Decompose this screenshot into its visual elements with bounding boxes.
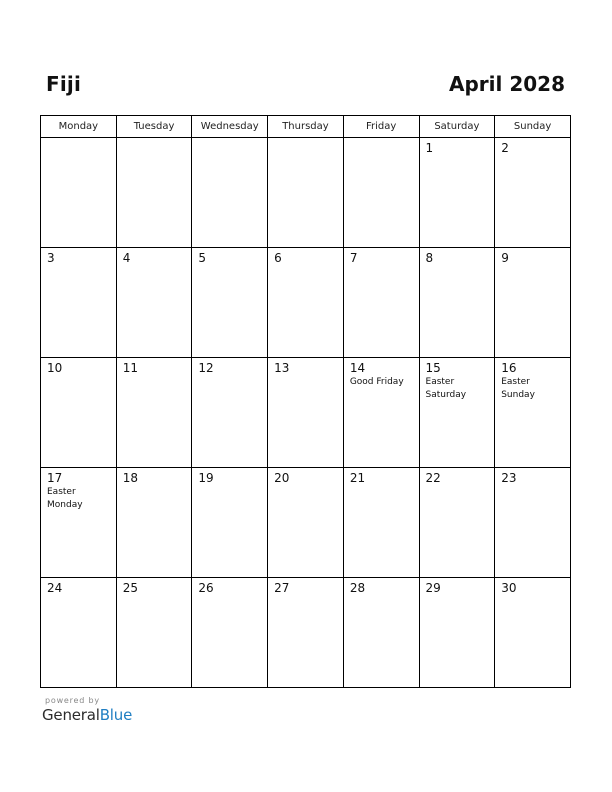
day-number: 7 xyxy=(349,251,358,265)
week-row xyxy=(41,248,571,358)
day-number: 9 xyxy=(501,251,509,265)
day-cell xyxy=(116,468,192,578)
day-number: 24 xyxy=(47,581,63,595)
day-cell xyxy=(343,138,419,248)
week-row xyxy=(41,138,571,248)
day-number: 29 xyxy=(425,581,441,595)
day-number: 14 xyxy=(349,361,366,375)
holiday-label: Good Friday xyxy=(349,377,404,387)
week-row xyxy=(41,358,571,468)
day-cell xyxy=(41,358,117,468)
brand-blue-text: Blue xyxy=(99,706,133,724)
day-number: 18 xyxy=(122,471,138,485)
day-number: 4 xyxy=(122,251,131,265)
day-number: 23 xyxy=(501,471,517,485)
day-number: 17 xyxy=(47,471,63,485)
day-cell xyxy=(343,248,419,358)
day-number: 2 xyxy=(501,141,509,155)
day-number: 21 xyxy=(349,471,366,485)
day-cell xyxy=(41,138,117,248)
day-cell xyxy=(419,358,495,468)
week-row xyxy=(41,578,571,688)
day-cell xyxy=(116,248,192,358)
country-title: Fiji xyxy=(46,72,82,96)
weekday-header: Tuesday xyxy=(116,116,192,138)
day-cell xyxy=(495,138,571,248)
day-cell xyxy=(116,138,192,248)
day-cell xyxy=(268,248,344,358)
calendar-grid xyxy=(40,115,571,688)
day-number: 20 xyxy=(274,471,290,485)
day-cell xyxy=(419,468,495,578)
week-row xyxy=(41,468,571,578)
weekday-header: Sunday xyxy=(495,116,571,138)
day-cell xyxy=(268,358,344,468)
holiday-label: Easter Saturday xyxy=(425,377,467,400)
day-cell xyxy=(192,138,268,248)
weekday-header: Saturday xyxy=(419,116,495,138)
day-cell xyxy=(116,578,192,688)
month-year-title: April 2028 xyxy=(449,72,565,96)
day-number: 10 xyxy=(47,361,63,375)
day-cell xyxy=(41,468,117,578)
weekday-header: Friday xyxy=(343,116,419,138)
day-number: 22 xyxy=(425,471,441,485)
holiday-label: Easter Sunday xyxy=(501,377,535,400)
day-number: 25 xyxy=(122,581,138,595)
day-cell xyxy=(116,358,192,468)
day-number: 6 xyxy=(274,251,282,265)
day-number: 27 xyxy=(274,581,290,595)
day-cell xyxy=(192,468,268,578)
day-cell xyxy=(41,248,117,358)
day-cell xyxy=(192,578,268,688)
day-cell xyxy=(192,358,268,468)
day-cell xyxy=(268,578,344,688)
holiday-label: Easter Monday xyxy=(47,487,83,510)
generalblue-logo[interactable] xyxy=(42,706,132,724)
day-cell xyxy=(343,358,419,468)
day-number: 15 xyxy=(425,361,441,375)
day-number: 19 xyxy=(198,471,214,485)
day-cell xyxy=(268,138,344,248)
day-number: 5 xyxy=(198,251,207,265)
day-number: 28 xyxy=(349,581,366,595)
day-cell xyxy=(419,138,495,248)
day-cell xyxy=(268,468,344,578)
day-cell xyxy=(495,578,571,688)
day-cell xyxy=(419,578,495,688)
day-number: 30 xyxy=(501,581,517,595)
day-cell xyxy=(495,248,571,358)
brand-general-text: General xyxy=(42,706,100,724)
day-number: 3 xyxy=(47,251,55,265)
day-number: 8 xyxy=(425,251,434,265)
day-cell xyxy=(41,578,117,688)
weekday-header-row xyxy=(41,116,571,138)
weekday-header: Wednesday xyxy=(192,116,268,138)
day-cell xyxy=(495,358,571,468)
day-cell xyxy=(495,468,571,578)
day-number: 12 xyxy=(198,361,214,375)
day-number: 16 xyxy=(501,361,517,375)
day-cell xyxy=(192,248,268,358)
weekday-header: Thursday xyxy=(268,116,344,138)
day-number: 13 xyxy=(274,361,290,375)
weekday-header: Monday xyxy=(41,116,117,138)
day-number: 1 xyxy=(425,141,434,155)
day-number: 11 xyxy=(122,361,138,375)
footer-branding xyxy=(42,696,132,724)
day-cell xyxy=(419,248,495,358)
day-number: 26 xyxy=(198,581,214,595)
day-cell xyxy=(343,468,419,578)
day-cell xyxy=(343,578,419,688)
powered-by-text: powered by xyxy=(45,696,100,705)
